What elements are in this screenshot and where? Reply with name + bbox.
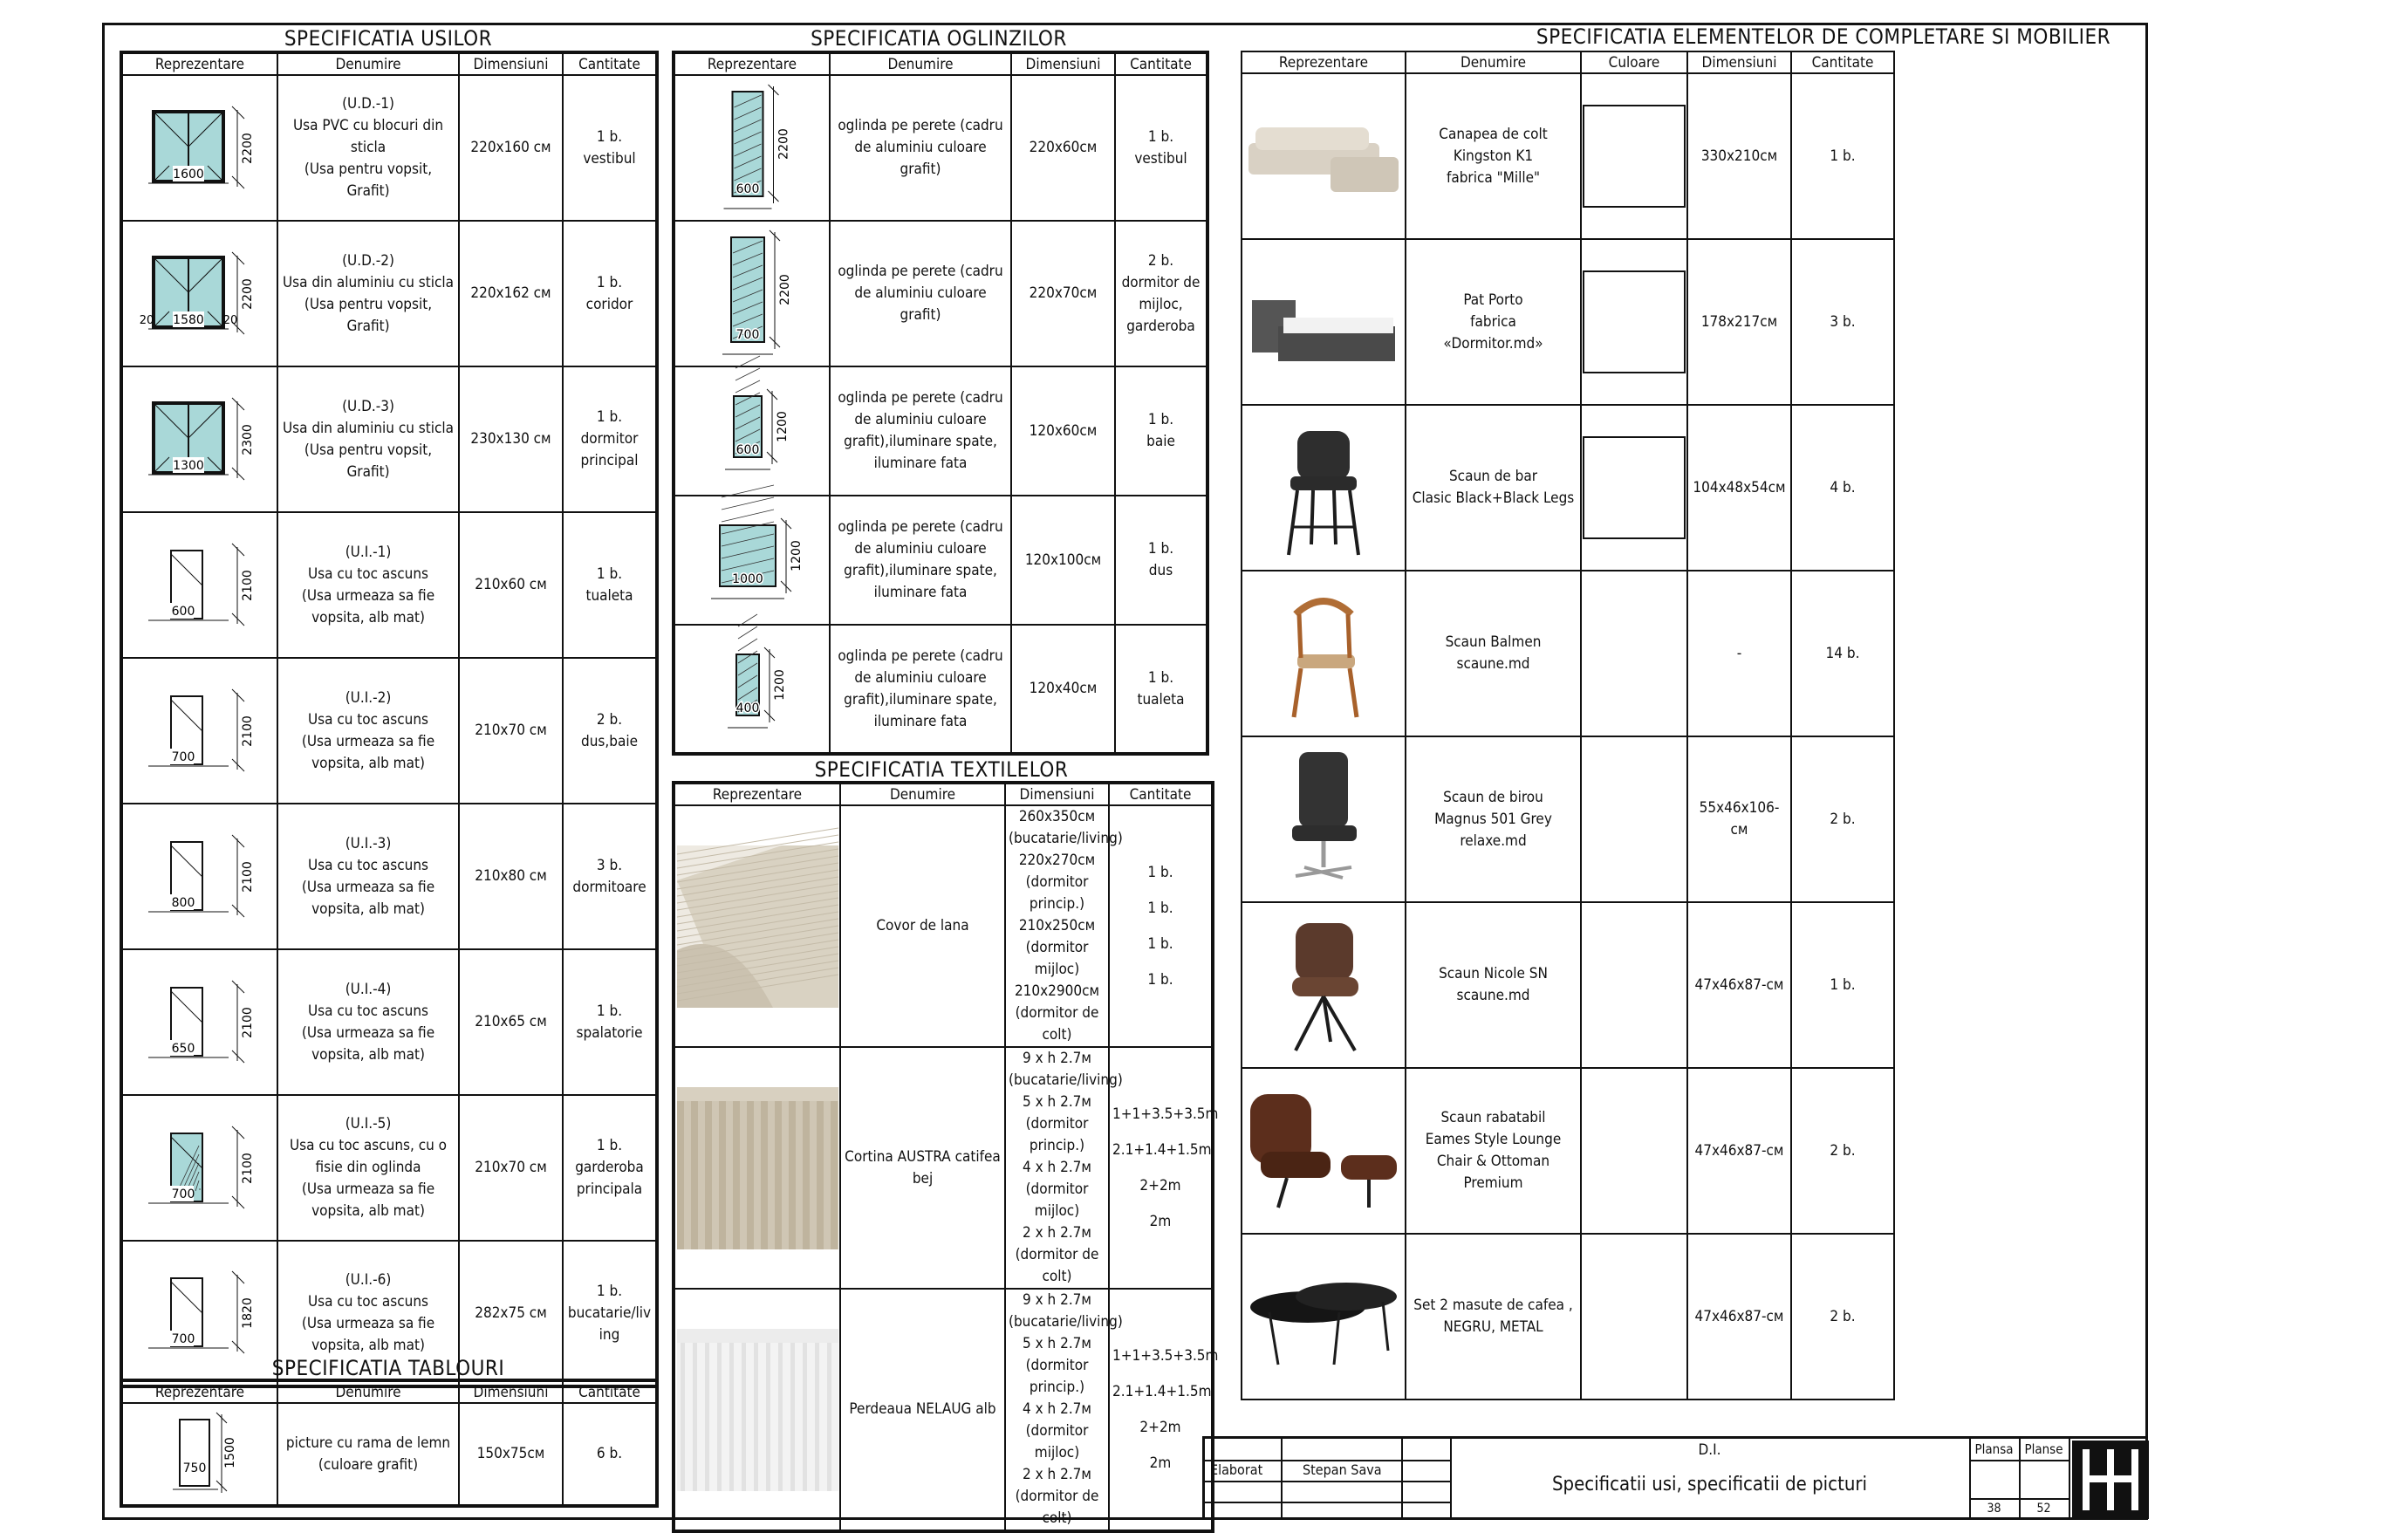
furniture-quantity: 2 b.: [1791, 1234, 1894, 1400]
furniture-name: Set 2 masute de cafea , NEGRU, METAL: [1406, 1234, 1581, 1400]
bed-image: [1242, 239, 1406, 405]
mirror-name: oglinda pe perete (cadru de aluminiu culoare grafit),iluminare spate, iluminare fata: [830, 496, 1011, 625]
furniture-row: [1242, 73, 1894, 239]
furniture-name: Scaun rabatabil Eames Style Lounge Chair & Ottoman Premium: [1406, 1068, 1581, 1234]
textile-dim-line: (dormitor princip.): [1025, 873, 1089, 913]
door-dimensions: 210x70 cм: [459, 658, 563, 804]
furniture-color: [1581, 1234, 1687, 1400]
brown-chair-image: [1242, 902, 1406, 1068]
textile-dim-line: 4 x h 2.7м: [1023, 1159, 1091, 1176]
paintings-header-3: Cantitate: [563, 1380, 657, 1403]
furniture-header-2: Culoare: [1581, 51, 1687, 73]
doors-table: [120, 51, 659, 1388]
door-dimensions: 282x75 cм: [459, 1241, 563, 1386]
svg-text:400: 400: [735, 701, 760, 715]
textile-row: [674, 1289, 1213, 1531]
door-drawing-icon: [121, 1095, 277, 1241]
svg-text:1600: 1600: [173, 167, 204, 181]
curtain-image: [674, 1047, 840, 1289]
textile-qty-line: 1 b.: [1147, 934, 1173, 953]
door-dimensions: 220x162 cм: [459, 221, 563, 366]
mirrors-header-3: Cantitate: [1115, 52, 1207, 75]
door-name: (U.I.-4) Usa cu toc ascuns (Usa urmeaza sa fie vopsita, alb mat): [277, 949, 459, 1095]
textile-dim-line: (dormitor de colt): [1015, 1246, 1099, 1285]
lounge-chair-image: [1242, 1068, 1406, 1234]
paintings-table: [120, 1379, 659, 1508]
svg-text:800: 800: [171, 895, 195, 910]
door-name: (U.D.-1) Usa PVC cu blocuri din sticla (Usa pentru vopsit, Grafit): [277, 75, 459, 221]
painting-drawing-icon: [121, 1403, 277, 1506]
title-block: [1202, 1436, 2148, 1520]
furniture-color: [1581, 73, 1687, 239]
textile-dim-line: 260x350cм: [1018, 808, 1096, 825]
door-name: (U.D.-3) Usa din aluminiu cu sticla (Usa pentru vopsit, Grafit): [277, 366, 459, 512]
furniture-name: Scaun Nicole SN scaune.md: [1406, 902, 1581, 1068]
furniture-row: [1242, 571, 1894, 736]
textiles-title: SPECIFICATIA TEXTILELOR: [814, 757, 1069, 782]
svg-text:2200: 2200: [776, 127, 791, 160]
furniture-dimensions: 178x217cм: [1687, 239, 1791, 405]
door-name: (U.D.-2) Usa din aluminiu cu sticla (Usa pentru vopsit, Grafit): [277, 221, 459, 366]
door-dimensions: 230x130 cм: [459, 366, 563, 512]
mirror-name: oglinda pe perete (cadru de aluminiu culoare grafit),iluminare spate, iluminare fata: [830, 366, 1011, 496]
textile-qty-line: 1 b.: [1147, 863, 1173, 881]
textile-row: [674, 805, 1213, 1047]
svg-text:2100: 2100: [241, 1006, 255, 1038]
textile-dim-line: (bucatarie/living): [1009, 830, 1123, 847]
textile-name: Cortina AUSTRA catifea bej: [840, 1047, 1005, 1289]
mirror-quantity: 1 b. dus: [1115, 496, 1207, 625]
furniture-name: Canapea de colt Kingston K1 fabrica "Mille": [1406, 73, 1581, 239]
furniture-color: [1581, 902, 1687, 1068]
textile-dim-line: (dormitor princip.): [1025, 1357, 1089, 1396]
mirror-row: [674, 496, 1207, 625]
furniture-name: Pat Porto fabrica «Dormitor.md»: [1406, 239, 1581, 405]
svg-text:650: 650: [171, 1041, 195, 1056]
svg-text:700: 700: [171, 749, 195, 764]
mirror-quantity: 2 b. dormitor de mijloc, garderoba: [1115, 221, 1207, 366]
color-swatch: [1583, 436, 1686, 539]
mirror-row: [674, 366, 1207, 496]
door-drawing-icon: [121, 804, 277, 949]
textile-dim-line: 9 x h 2.7м: [1023, 1291, 1091, 1309]
door-name: (U.I.-6) Usa cu toc ascuns (Usa urmeaza sa fie vopsita, alb mat): [277, 1241, 459, 1386]
door-quantity: 1 b. tualeta: [563, 512, 657, 658]
mirror-quantity: 1 b. tualeta: [1115, 625, 1207, 754]
door-dimensions: 220x160 cм: [459, 75, 563, 221]
svg-text:1580: 1580: [173, 312, 204, 327]
textile-row: [674, 1047, 1213, 1289]
furniture-row: [1242, 736, 1894, 902]
mirror-row: [674, 625, 1207, 754]
door-drawing-icon: [121, 949, 277, 1095]
textile-dim-line: 210x2900cм: [1014, 982, 1100, 1000]
textile-dim-line: (dormitor princip.): [1025, 1115, 1089, 1154]
mirror-dimensions: 120x60cм: [1011, 366, 1115, 496]
doors-header-2: Dimensiuni: [459, 52, 563, 75]
mirror-drawing-icon: [674, 366, 830, 496]
furniture-dimensions: 47x46x87-cм: [1687, 1068, 1791, 1234]
furniture-header-4: Cantitate: [1791, 51, 1894, 73]
textile-name: Covor de lana: [840, 805, 1005, 1047]
elaborat-label: Elaborat: [1210, 1461, 1263, 1478]
textile-dim-line: (dormitor de colt): [1015, 1004, 1099, 1044]
textiles-header-3: Cantitate: [1109, 783, 1213, 805]
textile-qty-line: 1 b.: [1147, 970, 1173, 989]
furniture-quantity: 3 b.: [1791, 239, 1894, 405]
door-row: [121, 221, 657, 366]
furniture-dimensions: 55x46x106-cм: [1687, 736, 1791, 902]
furniture-quantity: 1 b.: [1791, 73, 1894, 239]
door-name: (U.I.-3) Usa cu toc ascuns (Usa urmeaza sa fie vopsita, alb mat): [277, 804, 459, 949]
mirror-row: [674, 221, 1207, 366]
door-quantity: 1 b. coridor: [563, 221, 657, 366]
furniture-header-3: Dimensiuni: [1687, 51, 1791, 73]
svg-text:1820: 1820: [241, 1297, 255, 1329]
door-row: [121, 1095, 657, 1241]
door-row: [121, 512, 657, 658]
mirror-drawing-icon: [674, 75, 830, 221]
mirror-name: oglinda pe perete (cadru de aluminiu culoare grafit),iluminare spate, iluminare fata: [830, 625, 1011, 754]
textile-quantity: [1109, 1047, 1219, 1289]
mirror-drawing-icon: [674, 221, 830, 366]
painting-row: [121, 1403, 657, 1506]
color-swatch: [1583, 105, 1686, 208]
svg-text:700: 700: [171, 1187, 195, 1201]
textile-dim-line: (dormitor mijloc): [1025, 1422, 1089, 1461]
textile-dim-line: 220x270cм: [1018, 852, 1096, 869]
mirror-quantity: 1 b. vestibul: [1115, 75, 1207, 221]
furniture-quantity: 14 b.: [1791, 571, 1894, 736]
textile-qty-line: 1 b.: [1147, 899, 1173, 917]
paintings-header-1: Denumire: [277, 1380, 459, 1403]
sheet-number: 38: [1987, 1502, 2001, 1516]
textile-dim-line: 5 x h 2.7м: [1023, 1335, 1091, 1352]
svg-text:2100: 2100: [241, 715, 255, 747]
corner-sofa-image: [1242, 73, 1406, 239]
svg-text:2200: 2200: [241, 132, 255, 164]
textile-qty-line: 2+2m: [1139, 1176, 1181, 1194]
furniture-color: [1581, 239, 1687, 405]
doors-header-0: Reprezentare: [121, 52, 277, 75]
door-dimensions: 210x60 cм: [459, 512, 563, 658]
doors-header-3: Cantitate: [563, 52, 657, 75]
svg-text:20: 20: [222, 313, 238, 327]
mirror-name: oglinda pe perete (cadru de aluminiu culoare grafit): [830, 221, 1011, 366]
textile-quantity: [1109, 1289, 1219, 1531]
door-name: (U.I.-2) Usa cu toc ascuns (Usa urmeaza sa fie vopsita, alb mat): [277, 658, 459, 804]
furniture-name: Scaun de bar Clasic Black+Black Legs: [1406, 405, 1581, 571]
door-row: [121, 949, 657, 1095]
svg-text:2100: 2100: [241, 569, 255, 601]
textile-qty-line: 2m: [1149, 1212, 1172, 1230]
mirrors-header-0: Reprezentare: [674, 52, 830, 75]
textile-dim-line: 210x250cм: [1018, 917, 1096, 934]
textile-dim-line: (dormitor de colt): [1015, 1488, 1099, 1527]
mirror-drawing-icon: [674, 496, 830, 625]
door-quantity: 1 b. bucatarie/liv ing: [563, 1241, 657, 1386]
doors-title: SPECIFICATIA USILOR: [284, 26, 493, 51]
coffee-tables-image: [1242, 1234, 1406, 1400]
wool-rug-image: [674, 805, 840, 1047]
furniture-header-0: Reprezentare: [1242, 51, 1406, 73]
sheer-curtain-image: [674, 1289, 840, 1531]
mirror-dimensions: 120x100cм: [1011, 496, 1115, 625]
svg-text:700: 700: [171, 1332, 195, 1346]
author-name: Stepan Sava: [1303, 1461, 1382, 1478]
svg-text:1200: 1200: [790, 540, 804, 571]
furniture-dimensions: 104x48x54cм: [1687, 405, 1791, 571]
painting-quantity: 6 b.: [563, 1403, 657, 1506]
textile-dim-line: (dormitor mijloc): [1025, 1181, 1089, 1220]
door-quantity: 1 b. spalatorie: [563, 949, 657, 1095]
painting-dimensions: 150x75cм: [459, 1403, 563, 1506]
furniture-quantity: 4 b.: [1791, 405, 1894, 571]
svg-text:20: 20: [139, 313, 154, 327]
mirror-dimensions: 120x40cм: [1011, 625, 1115, 754]
paintings-header-2: Dimensiuni: [459, 1380, 563, 1403]
svg-text:1300: 1300: [173, 458, 204, 473]
door-dimensions: 210x65 cм: [459, 949, 563, 1095]
textile-dimensions: [1005, 1289, 1123, 1531]
textiles-header-0: Reprezentare: [674, 783, 840, 805]
doors-header-1: Denumire: [277, 52, 459, 75]
door-drawing-icon: [121, 658, 277, 804]
textile-dim-line: 4 x h 2.7м: [1023, 1400, 1091, 1418]
svg-text:600: 600: [735, 181, 760, 196]
textile-dim-line: 9 x h 2.7м: [1023, 1050, 1091, 1067]
furniture-row: [1242, 405, 1894, 571]
svg-text:2100: 2100: [241, 1152, 255, 1184]
office-chair-image: [1242, 736, 1406, 902]
textile-dim-line: 5 x h 2.7м: [1023, 1093, 1091, 1111]
paintings-header-0: Reprezentare: [121, 1380, 277, 1403]
svg-text:1500: 1500: [223, 1436, 237, 1468]
svg-text:2200: 2200: [778, 273, 792, 305]
sheets-total: 52: [2036, 1502, 2051, 1516]
svg-text:1200: 1200: [773, 668, 787, 701]
company-logo-icon: [2072, 1441, 2149, 1519]
mirrors-header-1: Denumire: [830, 52, 1011, 75]
textile-dim-line: 2 x h 2.7м: [1023, 1224, 1091, 1242]
furniture-row: [1242, 239, 1894, 405]
textile-qty-line: 1+1+3.5+3.5m: [1112, 1105, 1219, 1123]
furniture-quantity: 2 b.: [1791, 736, 1894, 902]
door-row: [121, 804, 657, 949]
mirror-drawing-icon: [674, 625, 830, 754]
textile-name: Perdeaua NELAUG alb: [840, 1289, 1005, 1531]
painting-name: picture cu rama de lemn (culoare grafit): [277, 1403, 459, 1506]
svg-text:1200: 1200: [776, 411, 790, 442]
svg-text:2300: 2300: [241, 423, 255, 455]
furniture-row: [1242, 902, 1894, 1068]
door-dimensions: 210x70 cм: [459, 1095, 563, 1241]
door-drawing-icon: [121, 221, 277, 366]
textile-qty-line: 2m: [1149, 1454, 1172, 1472]
door-name: (U.I.-1) Usa cu toc ascuns (Usa urmeaza sa fie vopsita, alb mat): [277, 512, 459, 658]
wooden-chair-image: [1242, 571, 1406, 736]
color-swatch: [1583, 270, 1686, 373]
mirror-dimensions: 220x60cм: [1011, 75, 1115, 221]
furniture-dimensions: 330x210cм: [1687, 73, 1791, 239]
svg-text:700: 700: [735, 327, 760, 342]
furniture-color: [1581, 571, 1687, 736]
svg-text:600: 600: [171, 604, 195, 619]
textile-qty-line: 2.1+1.4+1.5m: [1112, 1382, 1212, 1400]
door-quantity: 1 b. vestibul: [563, 75, 657, 221]
project-code: D.I.: [1698, 1441, 1721, 1459]
textiles-header-2: Dimensiuni: [1005, 783, 1109, 805]
sheets-label: Planse: [2024, 1441, 2063, 1457]
furniture-dimensions: -: [1687, 571, 1791, 736]
door-quantity: 3 b. dormitoare: [563, 804, 657, 949]
furniture-dimensions: 47x46x87-cм: [1687, 1234, 1791, 1400]
mirrors-title: SPECIFICATIA OGLINZILOR: [811, 26, 1067, 51]
furniture-row: [1242, 1068, 1894, 1234]
textile-dimensions: [1005, 1047, 1123, 1289]
furniture-row: [1242, 1234, 1894, 1400]
drawing-title: Specificatii usi, specificatii de picturi: [1551, 1474, 1868, 1495]
furniture-header-1: Denumire: [1406, 51, 1581, 73]
door-row: [121, 658, 657, 804]
textile-dim-line: (bucatarie/living): [1009, 1071, 1123, 1089]
textile-dim-line: (bucatarie/living): [1009, 1313, 1123, 1331]
svg-text:2100: 2100: [241, 860, 255, 893]
door-quantity: 2 b. dus,baie: [563, 658, 657, 804]
furniture-title: SPECIFICATIA ELEMENTELOR DE COMPLETARE SI MOBILIER: [1536, 24, 2111, 49]
sheet-label: Plansa: [1974, 1441, 2014, 1457]
textile-qty-line: 2+2m: [1139, 1418, 1181, 1436]
mirror-name: oglinda pe perete (cadru de aluminiu culoare grafit): [830, 75, 1011, 221]
textile-dim-line: 2 x h 2.7м: [1023, 1466, 1091, 1483]
mirrors-table: [672, 51, 1209, 756]
textile-dimensions: [1005, 805, 1123, 1047]
door-dimensions: 210x80 cм: [459, 804, 563, 949]
door-row: [121, 366, 657, 512]
mirror-dimensions: 220x70cм: [1011, 221, 1115, 366]
textile-qty-line: 2.1+1.4+1.5m: [1112, 1140, 1212, 1159]
textiles-header-1: Denumire: [840, 783, 1005, 805]
svg-text:2200: 2200: [241, 277, 255, 310]
svg-text:1000: 1000: [732, 572, 763, 586]
door-drawing-icon: [121, 512, 277, 658]
furniture-name: Scaun de birou Magnus 501 Grey relaxe.md: [1406, 736, 1581, 902]
svg-text:600: 600: [735, 443, 760, 457]
door-quantity: 1 b. garderoba principala: [563, 1095, 657, 1241]
textile-qty-line: 1+1+3.5+3.5m: [1112, 1346, 1219, 1365]
door-quantity: 1 b. dormitor principal: [563, 366, 657, 512]
furniture-quantity: 2 b.: [1791, 1068, 1894, 1234]
door-drawing-icon: [121, 75, 277, 221]
mirrors-header-2: Dimensiuni: [1011, 52, 1115, 75]
furniture-quantity: 1 b.: [1791, 902, 1894, 1068]
textile-quantity: [1109, 805, 1213, 1047]
furniture-name: Scaun Balmen scaune.md: [1406, 571, 1581, 736]
mirror-row: [674, 75, 1207, 221]
door-row: [121, 75, 657, 221]
furniture-table: [1241, 51, 1895, 1400]
door-drawing-icon: [121, 366, 277, 512]
mirror-quantity: 1 b. baie: [1115, 366, 1207, 496]
textile-dim-line: (dormitor mijloc): [1025, 939, 1089, 978]
svg-text:750: 750: [182, 1461, 207, 1475]
furniture-dimensions: 47x46x87-cм: [1687, 902, 1791, 1068]
door-name: (U.I.-5) Usa cu toc ascuns, cu o fisie din oglinda (Usa urmeaza sa fie vopsita, alb mat): [277, 1095, 459, 1241]
bar-stool-image: [1242, 405, 1406, 571]
furniture-color: [1581, 1068, 1687, 1234]
furniture-color: [1581, 405, 1687, 571]
paintings-title: SPECIFICATIA TABLOURI: [271, 1356, 505, 1380]
textiles-table: [672, 781, 1219, 1533]
furniture-color: [1581, 736, 1687, 902]
